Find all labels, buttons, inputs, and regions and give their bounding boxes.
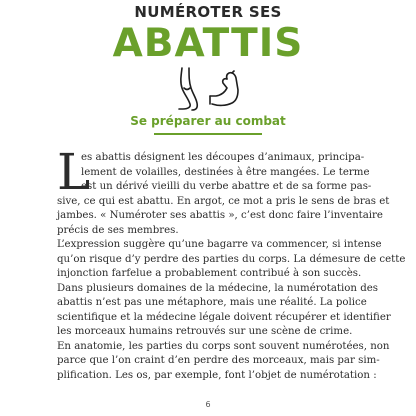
leg-icon <box>179 68 197 110</box>
arm-icon <box>210 71 238 105</box>
chapter-subtitle: Se préparer au combat <box>130 114 286 128</box>
text-line: les morceaux humains retrouvés sur une scène de crime. <box>57 326 353 337</box>
text-line: sive, ce qui est abattu. En argot, ce mot a pris le sens de bras et <box>57 195 390 207</box>
text-line: Dans plusieurs domaines de la médecine, la numérotation des <box>57 282 378 294</box>
chapter-illustration <box>172 66 244 112</box>
text-line: plification. Les os, par exemple, font l’objet de numérotation : <box>57 369 377 381</box>
text-line: L’expression suggère qu’une bagarre va commencer, si intense <box>57 239 382 250</box>
text-line: scientifique et la médecine légale doivent récupérer et identifier <box>57 311 391 323</box>
chapter-supertitle: NUMÉROTER SES <box>134 3 282 21</box>
title-divider <box>154 133 262 135</box>
text-line: injonction farfelue a probablement contribué à son succès. <box>57 268 362 279</box>
text-line: abattis n’est pas une métaphore, mais une réalité. La police <box>57 297 367 308</box>
text-line: lement de volailles, destinées à être mangées. Le terme <box>81 166 370 178</box>
text-line: En anatomie, les parties du corps sont souvent numérotées, non <box>57 340 390 352</box>
text-line: qu’on risque d’y perdre des parties du corps. La démesure de cette <box>57 253 406 265</box>
drop-cap: L <box>57 143 91 201</box>
text-line: parce que l’on craint d’en perdre des morceaux, mais par sim- <box>57 355 380 366</box>
text-line: es abattis désignent les découpes d’animaux, principa- <box>81 152 365 163</box>
text-line: est un dérivé vieilli du verbe abattre et de sa forme pas- <box>81 181 372 192</box>
body-text <box>57 143 406 383</box>
text-line: jambes. « Numéroter ses abattis », c’est donc faire l’inventaire <box>57 210 383 221</box>
text-line: précis de ses membres. <box>57 224 179 236</box>
page-number: 6 <box>205 400 211 409</box>
chapter-title: ABATTIS <box>112 21 304 66</box>
